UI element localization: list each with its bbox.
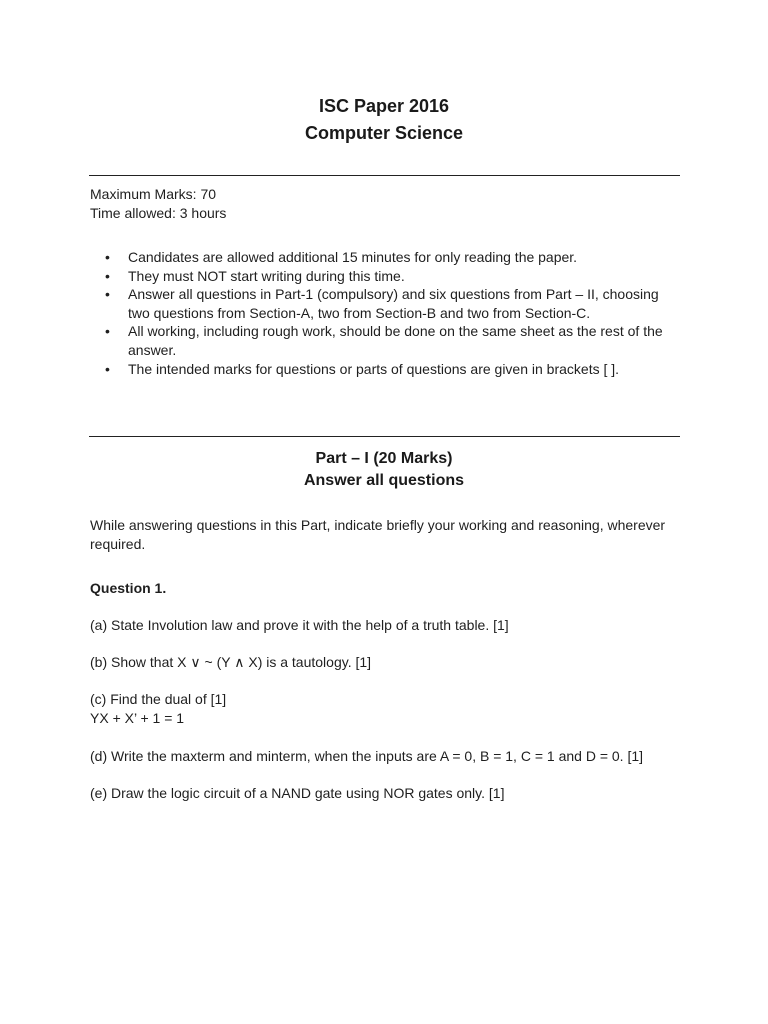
paper-subject: Computer Science [304,123,464,143]
instructions-list [90,248,680,378]
section-divider [89,436,680,437]
header-divider [89,175,680,176]
question-part-a: (a) State Involution law and prove it with the help of a truth table. [1] [90,617,509,633]
part-subtitle: Answer all questions [303,472,465,489]
bullet-icon: • [105,267,110,284]
instruction-text: Candidates are allowed additional 15 minutes for only reading the paper. [128,249,578,265]
question-part-d: (d) Write the maxterm and minterm, when the inputs are A = 0, B = 1, C = 1 and D = 0. [1] [90,748,644,764]
question-part-e: (e) Draw the logic circuit of a NAND gate using NOR gates only. [1] [90,785,505,801]
instruction-text: All working, including rough work, should be done on the same sheet as the rest of the answer. [128,323,663,358]
instruction-item [105,322,680,359]
exam-meta [90,185,680,223]
question-part-c-expression: YX + X’ + 1 = 1 [90,710,185,726]
time-allowed: Time allowed: 3 hours [90,205,227,221]
paper-title: ISC Paper 2016 [318,96,450,116]
instruction-text: The intended marks for questions or parts of questions are given in brackets [ ]. [128,360,620,377]
part-title: Part – I (20 Marks) [315,450,453,467]
instruction-text: Answer all questions in Part-1 (compulsory) and six questions from Part – II, choosing two questions from Section-A, two from Section-B and two from Section-C. [128,286,659,321]
question-part-b: (b) Show that X ∨ ~ (Y ∧ X) is a tautology. [1] [90,654,372,670]
bullet-icon: • [105,360,110,377]
bullet-icon: • [105,286,110,303]
instruction-text: They must NOT start writing during this time. [128,267,405,284]
max-marks: Maximum Marks: 70 [90,186,217,202]
instruction-item [105,360,680,379]
part-intro: While answering questions in this Part, indicate briefly your working and reasoning, wherever required. [90,517,666,552]
bullet-icon: • [105,323,110,340]
instruction-item [105,267,680,286]
instruction-item [105,285,680,322]
paper-header [0,93,768,147]
question-part-c-prompt: (c) Find the dual of [1] [90,691,227,707]
instruction-item [105,248,680,267]
bullet-icon: • [105,249,110,265]
question-part-c [90,690,680,728]
part-header [0,448,768,492]
question-heading: Question 1. [90,580,167,596]
